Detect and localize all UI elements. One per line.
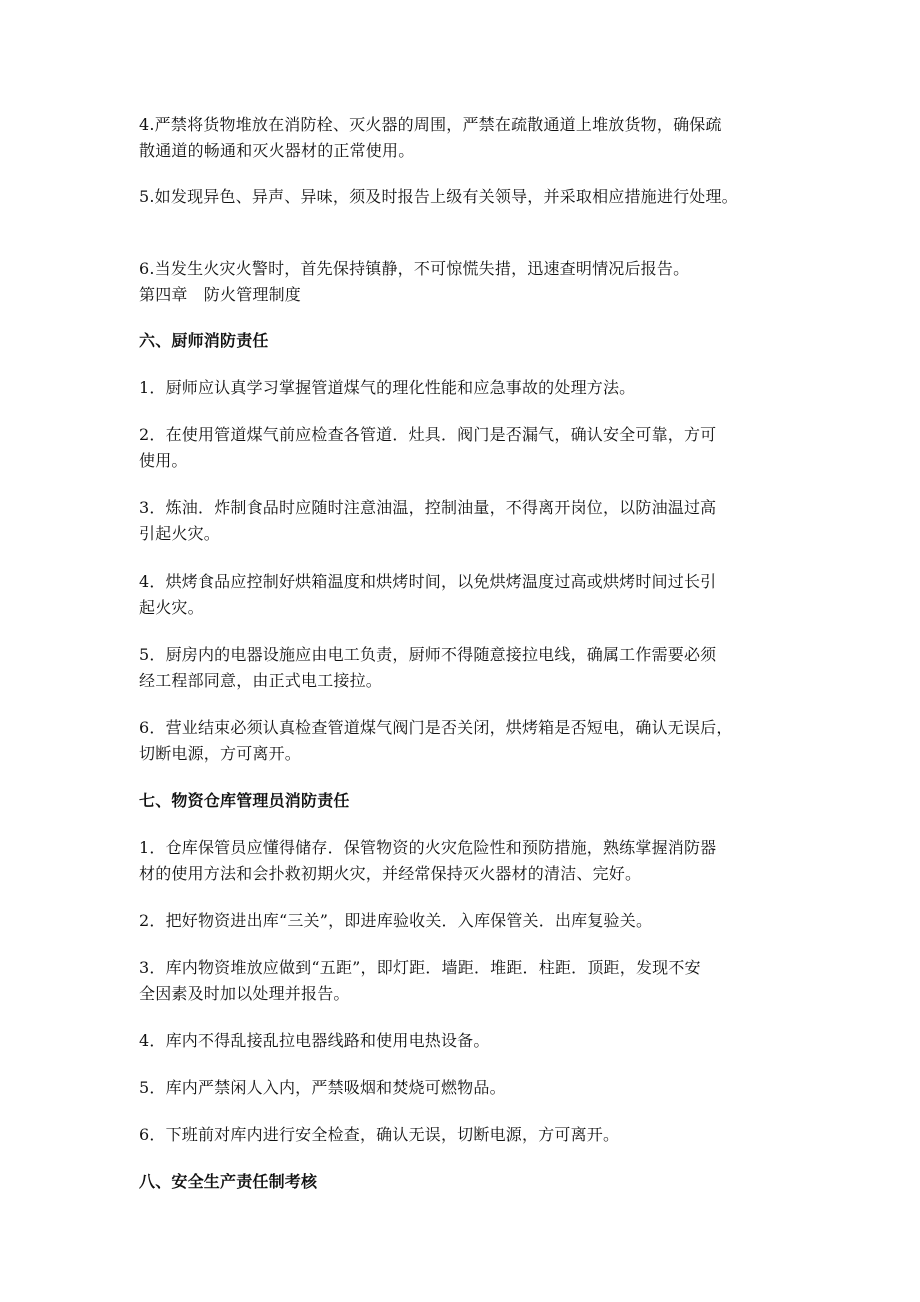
section6-item2-line2: 使用。 <box>139 451 188 470</box>
section6-item6-line2: 切断电源，方可离开。 <box>139 744 302 763</box>
section6-heading: 六、厨师消防责任 <box>139 331 269 350</box>
section6-item3-line2: 引起火灾。 <box>139 524 221 543</box>
section6-item4-line2: 起火灾。 <box>139 598 204 617</box>
intro-item4-line1: 4.严禁将货物堆放在消防栓、灭火器的周围，严禁在疏散通道上堆放货物，确保疏 <box>139 115 722 134</box>
section7-item6: 6．下班前对库内进行安全检查，确认无误，切断电源，方可离开。 <box>139 1125 620 1144</box>
section7-item4: 4．库内不得乱接乱拉电器线路和使用电热设备。 <box>139 1031 490 1050</box>
section6-item1: 1．厨师应认真学习掌握管道煤气的理化性能和应急事故的处理方法。 <box>139 378 636 397</box>
section6-item2-line1: 2．在使用管道煤气前应检查各管道．灶具．阀门是否漏气，确认安全可靠，方可 <box>139 425 717 444</box>
section7-item2: 2．把好物资进出库“三关”，即进库验收关．入库保管关．出库复验关。 <box>139 911 653 930</box>
section7-item1-line2: 材的使用方法和会扑救初期火灾，并经常保持灭火器材的清洁、完好。 <box>139 864 642 883</box>
chapter-title: 第四章 防火管理制度 <box>139 285 302 304</box>
section7-item3-line1: 3．库内物资堆放应做到“五距”，即灯距．墙距．堆距．柱距．顶距，发现不安 <box>139 958 701 977</box>
intro-item5: 5.如发现异色、异声、异味，须及时报告上级有关领导，并采取相应措施进行处理。 <box>139 187 738 206</box>
section7-heading: 七、物资仓库管理员消防责任 <box>139 791 350 810</box>
section6-item3-line1: 3．炼油．炸制食品时应随时注意油温，控制油量，不得离开岗位，以防油温过高 <box>139 498 717 517</box>
section8-heading: 八、安全生产责任制考核 <box>139 1172 318 1191</box>
section6-item5-line2: 经工程部同意，由正式电工接拉。 <box>139 671 383 690</box>
section7-item1-line1: 1．仓库保管员应懂得储存．保管物资的火灾危险性和预防措施，熟练掌握消防器 <box>139 838 717 857</box>
section6-item4-line1: 4．烘烤食品应控制好烘箱温度和烘烤时间，以免烘烤温度过高或烘烤时间过长引 <box>139 572 717 591</box>
section6-item6-line1: 6．营业结束必须认真检查管道煤气阀门是否关闭，烘烤箱是否短电，确认无误后， <box>139 718 733 737</box>
intro-item4-line2: 散通道的畅通和灭火器材的正常使用。 <box>139 141 415 160</box>
section7-item5: 5．库内严禁闲人入内，严禁吸烟和焚烧可燃物品。 <box>139 1078 506 1097</box>
section7-item3-line2: 全因素及时加以处理并报告。 <box>139 984 350 1003</box>
section6-item5-line1: 5．厨房内的电器设施应由电工负责，厨师不得随意接拉电线，确属工作需要必须 <box>139 645 717 664</box>
intro-item6: 6.当发生火灾火警时，首先保持镇静，不可惊慌失措，迅速查明情况后报告。 <box>139 259 690 278</box>
